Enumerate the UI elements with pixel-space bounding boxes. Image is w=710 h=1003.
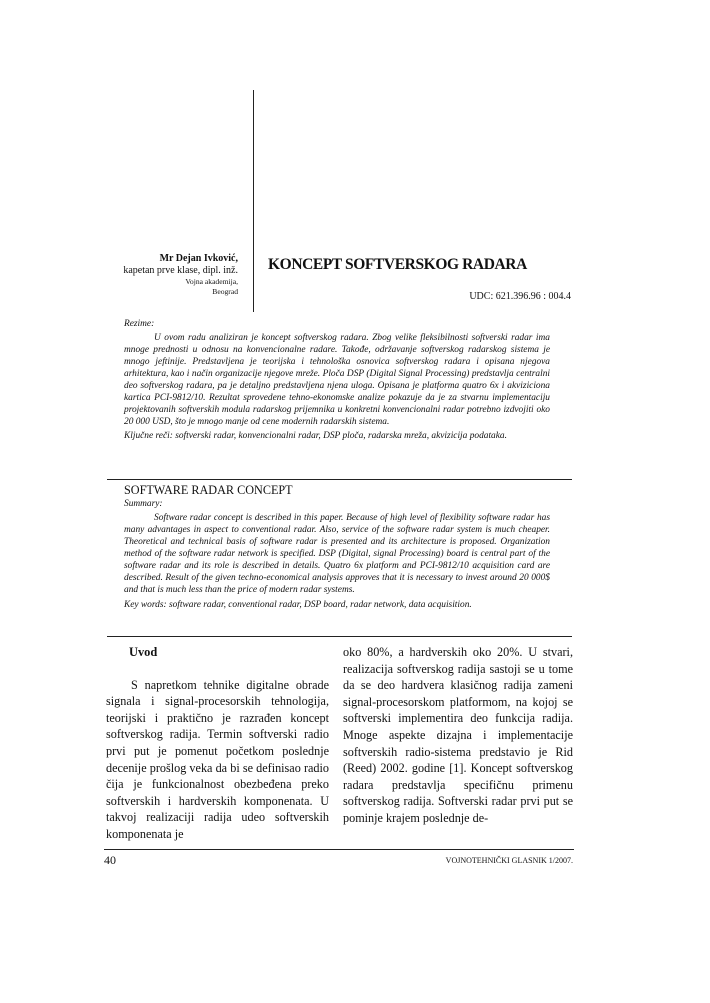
header-divider (253, 90, 254, 312)
author-city: Beograd (212, 287, 238, 296)
author-name: Mr Dejan Ivković, (159, 253, 238, 264)
udc-code: UDC: 621.396.96 : 004.4 (469, 291, 571, 302)
section-heading: Uvod (129, 645, 158, 659)
english-title: SOFTWARE RADAR CONCEPT (124, 483, 293, 497)
rezime-section (124, 319, 550, 442)
summary-keywords: Key words: software radar, conventional radar, DSP board, radar network, data acquisition. (124, 600, 472, 610)
body-right-column (343, 644, 573, 827)
body-left-paragraph: S napretkom tehnike digitalne obrade signala i signal-procesorskih tehnologija, teorijski i praktično je razrađen koncept softverskog radija. Termin softverski radio prvi put je pomenut početkom poslednje decenije prošlog veka da bi se definisao radio čija je funkcionalnost obezbeđena preko softverskih i hardverskih komponenata. U takvoj realizaciji radija udeo softverskih komponenata je (106, 677, 329, 841)
summary-text: Software radar concept is described in this paper. Because of high level of flexibility software radar has many advantages in aspect to conventional radar. Also, service of the software radar system is much cheaper. Theoretical and technical basis of software radar is presented and its architecture is proposed. Organization method of the software radar network is specified. DSP (Digital, signal Processing) board is central part of the software radar and its role is described in details. Quatro 6x platform and PCI-9812/10 acquisition card are described. Result of the given techno-economical analysis approves that it is necessary to invest around 20 000$ and that is much less than the price of modern radar systems. (124, 513, 550, 595)
footer-rule (104, 849, 574, 850)
rezime-label: Rezime: (124, 319, 155, 329)
rezime-text: U ovom radu analiziran je koncept softverskog radara. Zbog velike fleksibilnosti softverski radar ima mnoge prednosti u odnosu na konvencionalne radare. Takođe, održavanje softverskog radarskog sistema je mnogo jeftinije. Predstavljena je teorijska i tehnološka osnovica softverskog radara i opisana njegova arhitektura, kao i način organizacije njegove mreže. Ploča DSP (Digital Signal Processing) predstavlja centralni deo softverskog radara, pa je detaljno predstavljena njena uloga. Opisana je platforma quatro 6x i akviziciona kartica PCI-9812/10. Rezultat sprovedene tehno-ekonomske analize pokazuje da je za stvarnu implementaciju projektovanih softverskih modula radarskog prijemnika u konkretni konvencionalni radar potrebno izdvojiti oko 20 000 USD, što je mnogo manje od cene modernih radarskih sistema. (124, 333, 550, 427)
author-rank: kapetan prve klase, dipl. inž. (123, 265, 238, 276)
paper-title: KONCEPT SOFTVERSKOG RADARA (268, 256, 527, 273)
author-institution: Vojna akademija, (185, 277, 238, 286)
author-block (60, 253, 238, 297)
body-right-paragraph: oko 80%, a hardverskih oko 20%. U stvari, realizacija softverskog radija sastoji se u tome da se deo hardvera klasičnog radija zameni signal-procesorskom platformom, na kojoj se softverski implementira deo funkcija radija. Mnoge aspekte dizajna i implementacije softverskih radio-sistema predstavio je Rid (Reed) 2002. godine [1]. Koncept softverskog radara predstavlja specifičnu primenu softverskog radija. Softverski radar prvi put se pominje krajem poslednje de- (343, 645, 573, 825)
page-number: 40 (104, 853, 116, 867)
rezime-keywords: Ključne reči: softverski radar, konvencionalni radar, DSP ploča, radarska mreža, akvizicija podataka. (124, 431, 507, 441)
journal-name: VOJNOTEHNIČKI GLASNIK 1/2007. (445, 856, 573, 865)
summary-section (124, 483, 550, 611)
summary-label: Summary: (124, 499, 163, 509)
body-left-column (106, 644, 329, 843)
rule-before-summary (107, 479, 572, 480)
rule-before-body (107, 636, 572, 637)
